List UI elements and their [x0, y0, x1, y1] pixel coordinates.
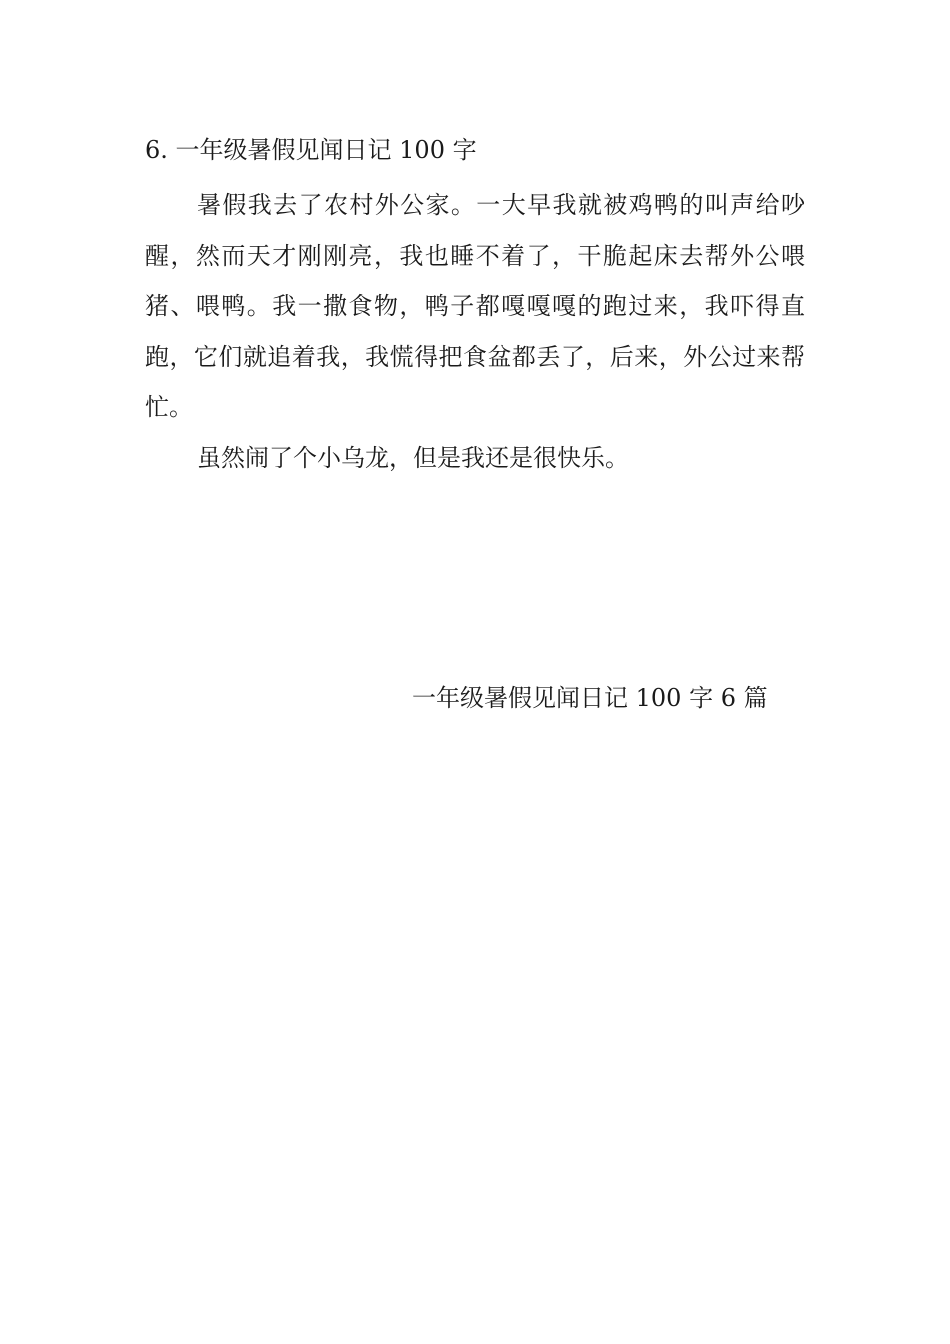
paragraph-1: 暑假我去了农村外公家。一大早我就被鸡鸭的叫声给吵醒，然而天才刚刚亮，我也睡不着了，干脆起床去帮外公喂猪、喂鸭。我一撒食物，鸭子都嘎嘎嘎的跑过来，我吓得直跑，它们就追着我，我慌得把食盆都丢了，后来，外公过来帮忙。 [145, 191, 805, 421]
document-title-footer: 一年级暑假见闻日记 100 字 6 篇 [412, 684, 768, 712]
section-heading: 6. 一年级暑假见闻日记 100 字 [145, 136, 477, 164]
paragraph-2: 虽然闹了个小乌龙，但是我还是很快乐。 [197, 443, 629, 472]
diary-body [145, 180, 805, 483]
